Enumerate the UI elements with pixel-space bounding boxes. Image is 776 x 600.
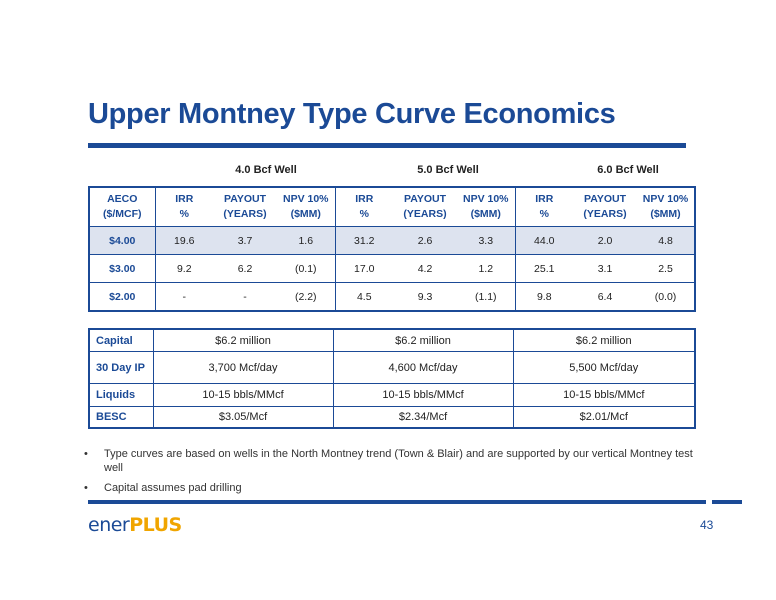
table-row-besc [89,407,695,429]
page-number: 43 [700,518,714,532]
bullet-icon: • [84,448,88,460]
table-cell: $6.2 million [333,329,513,352]
table-cell: - [155,283,213,312]
table-cell: 4.8 [637,227,695,255]
table-cell: 9.8 [515,283,573,312]
col-header-npv [277,187,335,227]
well-header-4bcf: 4.0 Bcf Well [235,164,297,176]
table-cell: 9.3 [393,283,457,312]
row-label-capital: Capital [89,329,153,352]
row-label-30-day-ip: 30 Day IP [89,352,153,384]
table-cell: 4.5 [335,283,393,312]
table-cell: 10-15 bbls/MMcf [513,384,695,407]
table-row-30-day-ip [89,352,695,384]
bullet-item [84,481,704,495]
table-cell: - [213,283,277,312]
col-header-npv [637,187,695,227]
table-cell: 44.0 [515,227,573,255]
price-cell: $4.00 [89,227,155,255]
col-header-irr [155,187,213,227]
col-header-aeco-line1: AECO [107,193,138,205]
table-cell: $6.2 million [153,329,333,352]
table-row-capital [89,329,695,352]
col-header-payout [213,187,277,227]
col-header-irr-line2: % [179,208,189,220]
table-cell: 10-15 bbls/MMcf [153,384,333,407]
well-header-6bcf: 6.0 Bcf Well [597,164,659,176]
table-row [89,227,695,255]
bullet-item [84,447,704,475]
table-cell: (0.1) [277,255,335,283]
col-header-npv-line1: NPV 10% [462,193,509,205]
col-header-payout-line1: PAYOUT [403,193,446,205]
logo-ener: ener [88,514,130,536]
col-header-aeco-line2: ($/MCF) [103,208,142,220]
col-header-irr-line1: IRR [535,193,554,205]
table-cell: 4,600 Mcf/day [333,352,513,384]
footer-rule-accent [712,500,742,504]
logo-plus: PLUS [129,514,182,536]
capital-table [88,328,696,429]
col-header-payout-line2: (YEARS) [583,208,627,220]
table-cell: 2.0 [573,227,637,255]
col-header-npv-line1: NPV 10% [282,193,329,205]
table-cell: $6.2 million [513,329,695,352]
table-cell: 4.2 [393,255,457,283]
footer-rule [88,500,706,504]
col-header-payout [393,187,457,227]
table-cell: 3.3 [457,227,515,255]
table-cell: $3.05/Mcf [153,407,333,429]
table-cell: 5,500 Mcf/day [513,352,695,384]
table-cell: (1.1) [457,283,515,312]
table-cell: 17.0 [335,255,393,283]
table-cell: 2.5 [637,255,695,283]
table-cell: (2.2) [277,283,335,312]
col-header-payout-line1: PAYOUT [583,193,626,205]
col-header-payout-line2: (YEARS) [223,208,267,220]
bullet-list [84,447,704,501]
table-cell: $2.34/Mcf [333,407,513,429]
bullet-text: Type curves are based on wells in the North Montney trend (Town & Blair) and are supported by our vertical Montney test well [104,448,693,474]
price-cell: $3.00 [89,255,155,283]
page-title: Upper Montney Type Curve Economics [88,98,616,130]
bullet-text: Capital assumes pad drilling [104,482,242,494]
enerplus-logo [88,514,182,536]
col-header-npv [457,187,515,227]
title-rule [88,143,686,148]
table-cell: 19.6 [155,227,213,255]
col-header-npv-line2: ($MM) [470,208,501,220]
bullet-icon: • [84,482,88,494]
table-cell: 3.7 [213,227,277,255]
table-cell: 10-15 bbls/MMcf [333,384,513,407]
col-header-irr-line2: % [539,208,549,220]
col-header-irr-line2: % [359,208,369,220]
table-row [89,255,695,283]
col-header-irr [335,187,393,227]
table-cell: 9.2 [155,255,213,283]
table-cell: 31.2 [335,227,393,255]
row-label-liquids: Liquids [89,384,153,407]
row-label-besc: BESC [89,407,153,429]
economics-table [88,186,696,312]
table-cell: 3.1 [573,255,637,283]
table-cell: $2.01/Mcf [513,407,695,429]
table-row [89,283,695,312]
table-cell: 1.2 [457,255,515,283]
col-header-npv-line2: ($MM) [650,208,681,220]
col-header-payout-line2: (YEARS) [403,208,447,220]
col-header-npv-line2: ($MM) [290,208,321,220]
well-header-5bcf: 5.0 Bcf Well [417,164,479,176]
table-cell: 2.6 [393,227,457,255]
col-header-irr-line1: IRR [175,193,194,205]
col-header-npv-line1: NPV 10% [642,193,689,205]
table-cell: 6.2 [213,255,277,283]
table-cell: 1.6 [277,227,335,255]
col-header-payout-line1: PAYOUT [223,193,266,205]
col-header-irr [515,187,573,227]
price-cell: $2.00 [89,283,155,312]
table-cell: 25.1 [515,255,573,283]
table-cell: 3,700 Mcf/day [153,352,333,384]
economics-header-row [89,187,695,227]
table-row-liquids [89,384,695,407]
table-cell: (0.0) [637,283,695,312]
col-header-payout [573,187,637,227]
col-header-aeco [89,187,155,227]
col-header-irr-line1: IRR [355,193,374,205]
table-cell: 6.4 [573,283,637,312]
